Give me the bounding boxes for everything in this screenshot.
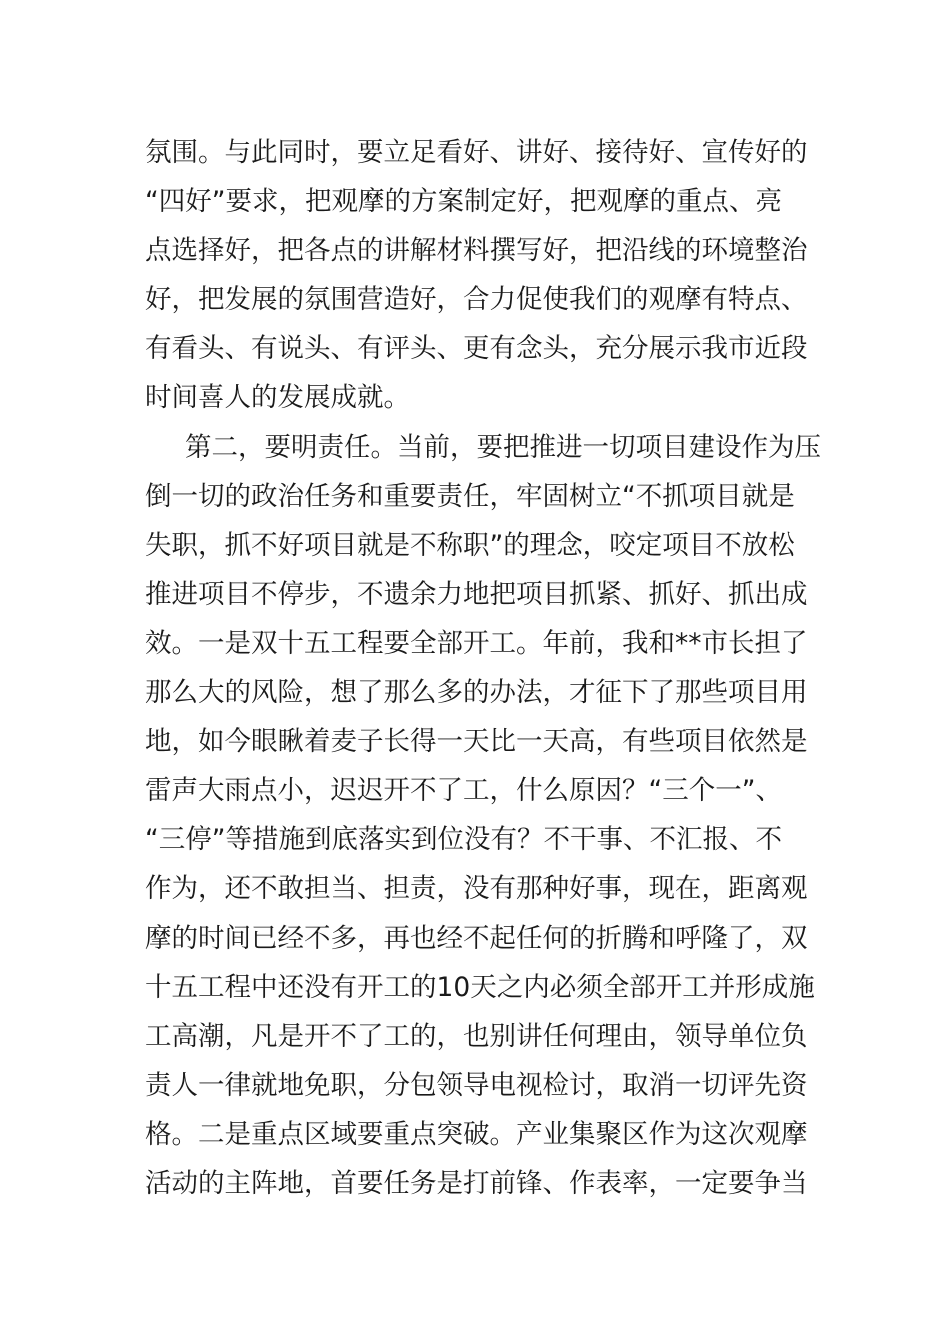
- paragraph-line: 倒一切的政治任务和重要责任，牢固树立“不抓项目就是: [145, 480, 795, 512]
- document-body: [145, 128, 821, 1208]
- paragraph-line: 活动的主阵地，首要任务是打前锋、作表率，一定要争当: [145, 1167, 808, 1199]
- paragraph-line: 工高潮，凡是开不了工的，也别讲任何理由，领导单位负: [145, 1020, 808, 1052]
- paragraph-2: [145, 423, 821, 1209]
- paragraph-line: 十五工程中还没有开工的10天之内必须全部开工并形成施: [145, 971, 815, 1003]
- paragraph-line: “三停”等措施到底落实到位没有？不干事、不汇报、不: [145, 824, 782, 856]
- paragraph-1: [145, 128, 815, 423]
- paragraph-line: 第二，要明责任。当前，要把推进一切项目建设作为压: [185, 431, 821, 463]
- paragraph-line: 失职，抓不好项目就是不称职”的理念，咬定项目不放松: [145, 529, 795, 561]
- paragraph-line: 点选择好，把各点的讲解材料撰写好，把沿线的环境整治: [145, 235, 808, 267]
- paragraph-line: 雷声大雨点小，迟迟开不了工，什么原因？“三个一”、: [145, 775, 782, 807]
- paragraph-line: “四好”要求，把观摩的方案制定好，把观摩的重点、亮: [145, 186, 782, 218]
- paragraph-line: 格。二是重点区域要重点突破。产业集聚区作为这次观摩: [145, 1118, 808, 1150]
- paragraph-line: 时间喜人的发展成就。: [145, 382, 410, 414]
- paragraph-line: 摩的时间已经不多，再也经不起任何的折腾和呼隆了，双: [145, 922, 808, 954]
- paragraph-line: 那么大的风险，想了那么多的办法，才征下了那些项目用: [145, 677, 808, 709]
- paragraph-line: 推进项目不停步，不遗余力地把项目抓紧、抓好、抓出成: [145, 578, 808, 610]
- paragraph-line: 效。一是双十五工程要全部开工。年前，我和**市长担了: [145, 627, 808, 659]
- paragraph-line: 氛围。与此同时，要立足看好、讲好、接待好、宣传好的: [145, 137, 808, 168]
- paragraph-line: 作为，还不敢担当、担责，没有那种好事，现在，距离观: [145, 873, 808, 905]
- paragraph-line: 有看头、有说头、有评头、更有念头，充分展示我市近段: [145, 333, 808, 365]
- paragraph-line: 责人一律就地免职，分包领导电视检讨，取消一切评先资: [145, 1069, 808, 1101]
- paragraph-line: 地，如今眼瞅着麦子长得一天比一天高，有些项目依然是: [145, 726, 808, 758]
- paragraph-line: 好，把发展的氛围营造好，合力促使我们的观摩有特点、: [145, 284, 808, 316]
